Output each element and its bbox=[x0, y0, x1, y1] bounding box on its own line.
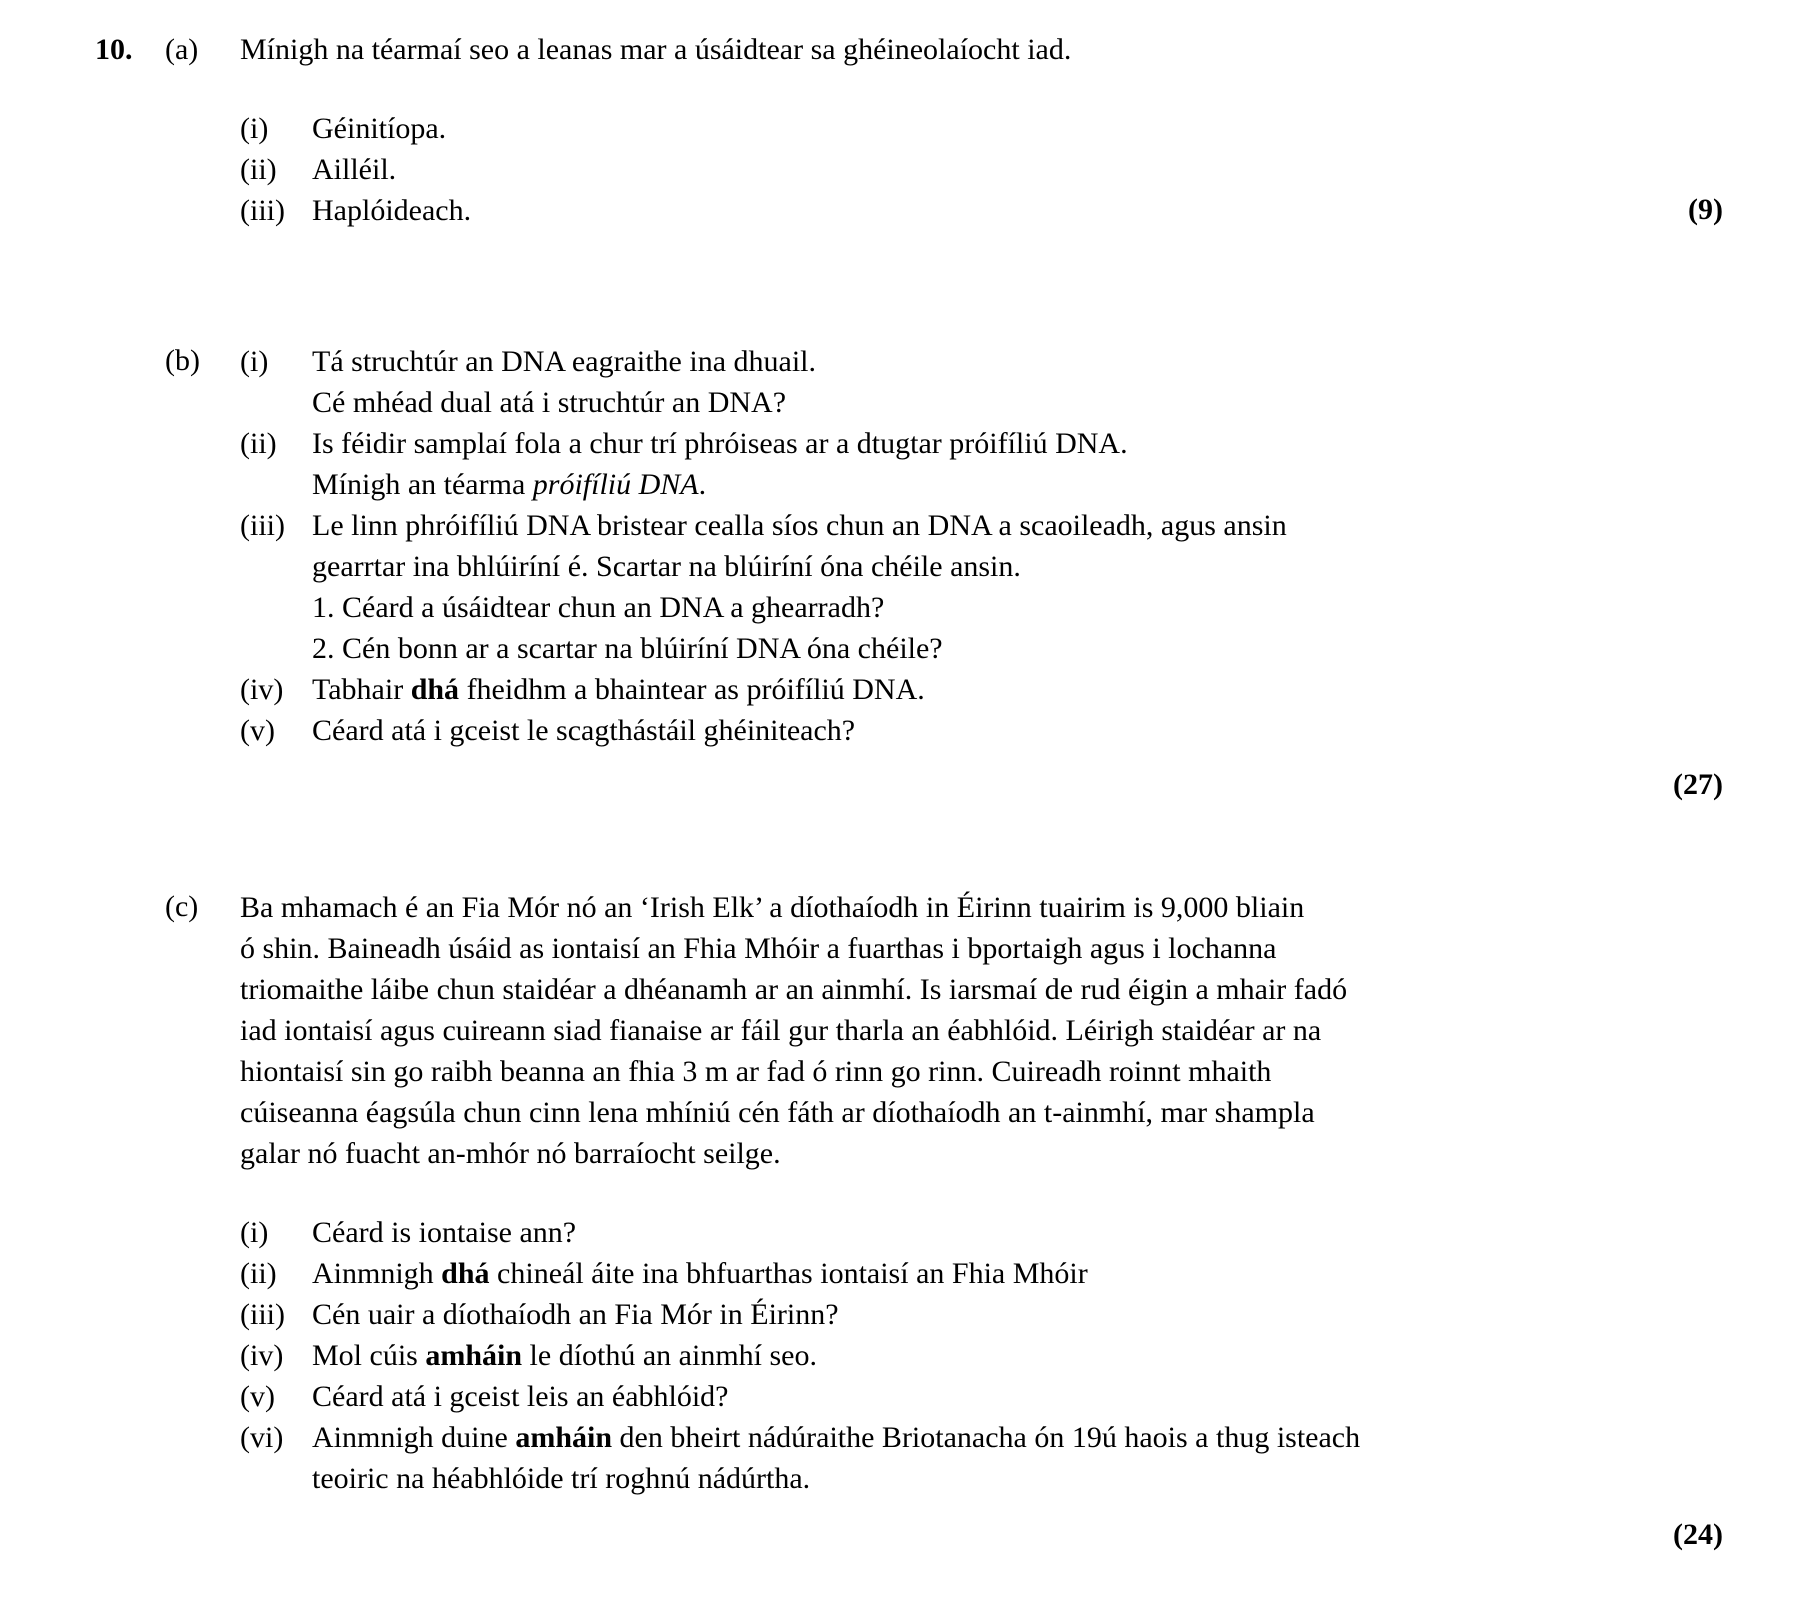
item-text-line2: teoiric na héabhlóide trí roghnú nádúrtha. bbox=[312, 1462, 811, 1495]
item-label: (iii) bbox=[240, 194, 285, 227]
item-text-tail: le díothú an ainmhí seo. bbox=[522, 1339, 817, 1372]
list-item bbox=[240, 505, 1723, 546]
item-label: (i) bbox=[240, 112, 269, 145]
item-text-line2: Cé mhéad dual atá i struchtúr an DNA? bbox=[312, 386, 787, 419]
item-text: Tá struchtúr an DNA eagraithe ina dhuail. bbox=[312, 345, 816, 378]
list-item bbox=[240, 1212, 1723, 1253]
list-item bbox=[240, 423, 1723, 464]
list-item bbox=[240, 1253, 1723, 1294]
paragraph-line: hiontaisí sin go raibh beanna an fhia 3 m ar fad ó rinn go rinn. Cuireadh roinnt mhaith bbox=[240, 1055, 1272, 1088]
marks-total-c: (24) bbox=[1673, 1518, 1723, 1551]
spacer bbox=[240, 751, 1723, 765]
item-label: (v) bbox=[240, 1380, 275, 1413]
paragraph-line: iad iontaisí agus cuireann siad fianaise ar fáil gur tharla an éabhlóid. Léirigh staidéar ar na bbox=[240, 1014, 1322, 1047]
bold-emphasis: dhá bbox=[441, 1257, 490, 1290]
list-item bbox=[240, 190, 1723, 231]
bold-emphasis: amháin bbox=[515, 1421, 613, 1454]
bold-emphasis: dhá bbox=[410, 673, 460, 706]
item-text bbox=[312, 1417, 1723, 1458]
italic-term: próifíliú DNA bbox=[532, 468, 699, 501]
item-text-lead: Ainmnigh duine bbox=[312, 1421, 516, 1454]
item-label: (i) bbox=[240, 345, 269, 378]
item-text: Géinitíopa. bbox=[312, 112, 447, 145]
item-text: Céard is iontaise ann? bbox=[312, 1216, 577, 1249]
part-letter-c: (c) bbox=[165, 890, 199, 923]
list-item bbox=[240, 1417, 1723, 1458]
list-item bbox=[240, 1294, 1723, 1335]
paragraph-line: cúiseanna éagsúla chun cinn lena mhíniú cén fáth ar díothaíodh an t-ainmhí, mar shampla bbox=[240, 1096, 1315, 1129]
paragraph-line: galar nó fuacht an-mhór nó barraíocht seilge. bbox=[240, 1137, 781, 1170]
list-item bbox=[240, 710, 1723, 751]
item-text-lead: Ainmnigh bbox=[312, 1257, 442, 1290]
part-c-item-list bbox=[240, 1212, 1723, 1499]
item-label: (iii) bbox=[240, 509, 285, 542]
numbered-sub-item-2: 2. Cén bonn ar a scartar na blúiríní DNA óna chéile? bbox=[312, 632, 943, 665]
item-text: Céard atá i gceist le scagthástáil ghéiniteach? bbox=[312, 714, 856, 747]
list-item-continuation bbox=[240, 1458, 1723, 1499]
part-a-stem: Mínigh na téarmaí seo a leanas mar a úsáidtear sa ghéineolaíocht iad. bbox=[240, 33, 1072, 66]
bold-emphasis: amháin bbox=[425, 1339, 523, 1372]
item-text: Le linn phróifíliú DNA bristear cealla síos chun an DNA a scaoileadh, agus ansin bbox=[312, 509, 1287, 542]
spacer bbox=[95, 805, 1723, 887]
question-part-c bbox=[95, 887, 1723, 1555]
item-label: (iv) bbox=[240, 1339, 284, 1372]
part-b-item-list bbox=[240, 341, 1723, 751]
part-letter-b: (b) bbox=[165, 344, 200, 377]
marks-total-a: (9) bbox=[1688, 193, 1723, 226]
paragraph-line: Ba mhamach é an Fia Mór nó an ‘Irish Elk’ a díothaíodh in Éirinn tuairim is 9,000 bliain bbox=[240, 891, 1305, 924]
list-item bbox=[240, 1376, 1723, 1417]
list-item-numbered bbox=[240, 628, 1723, 669]
item-text: Cén uair a díothaíodh an Fia Mór in Éirinn? bbox=[312, 1298, 839, 1331]
part-letter-a: (a) bbox=[165, 33, 199, 66]
question-part-b bbox=[95, 341, 1723, 805]
list-item-continuation bbox=[240, 382, 1723, 423]
list-item bbox=[240, 669, 1723, 710]
paragraph-line: ó shin. Baineadh úsáid as iontaisí an Fhia Mhóir a fuarthas i bportaigh agus i lochanna bbox=[240, 932, 1277, 965]
item-label: (iv) bbox=[240, 673, 284, 706]
item-text-lead: Mol cúis bbox=[312, 1339, 426, 1372]
spacer bbox=[95, 231, 1723, 291]
item-label: (v) bbox=[240, 714, 275, 747]
question-part-a bbox=[95, 30, 1723, 231]
item-text bbox=[312, 1253, 1723, 1294]
list-item bbox=[240, 1335, 1723, 1376]
list-item bbox=[240, 341, 1723, 382]
part-a-item-list bbox=[240, 108, 1723, 231]
question-number bbox=[95, 30, 165, 70]
item-text: Ailléil. bbox=[312, 153, 397, 186]
list-item-continuation bbox=[240, 464, 1723, 505]
marks-total-b: (27) bbox=[1673, 768, 1723, 801]
item-label: (i) bbox=[240, 1216, 269, 1249]
paragraph-line: triomaithe láibe chun staidéar a dhéanamh ar an ainmhí. Is iarsmaí de rud éigin a mhair fadó bbox=[240, 973, 1348, 1006]
item-text-tail: den bheirt nádúraithe Briotanacha ón 19ú haois a thug isteach bbox=[612, 1421, 1361, 1454]
spacer bbox=[240, 1174, 1723, 1212]
list-item-continuation bbox=[240, 546, 1723, 587]
item-label: (ii) bbox=[240, 153, 277, 186]
item-text bbox=[312, 669, 1723, 710]
list-item-numbered bbox=[240, 587, 1723, 628]
item-label: (ii) bbox=[240, 1257, 277, 1290]
item-text-lead: Tabhair bbox=[312, 673, 411, 706]
item-text: Céard atá i gceist leis an éabhlóid? bbox=[312, 1380, 729, 1413]
item-text: Is féidir samplaí fola a chur trí phróiseas ar a dtugtar próifíliú DNA. bbox=[312, 427, 1128, 460]
list-item bbox=[240, 149, 1723, 190]
item-text bbox=[312, 1335, 1723, 1376]
question-number-text: 10. bbox=[95, 33, 133, 66]
list-item bbox=[240, 108, 1723, 149]
item-text-line2: gearrtar ina bhlúiríní é. Scartar na blúiríní óna chéile ansin. bbox=[312, 550, 1021, 583]
item-label: (vi) bbox=[240, 1421, 284, 1454]
item-text-lead: Mínigh an téarma bbox=[312, 468, 533, 501]
part-c-paragraph bbox=[240, 887, 1723, 1174]
item-text-tail: . bbox=[698, 468, 707, 501]
numbered-sub-item-1: 1. Céard a úsáidtear chun an DNA a ghearradh? bbox=[312, 591, 885, 624]
item-label: (iii) bbox=[240, 1298, 285, 1331]
item-text-tail: fheidhm a bhaintear as próifíliú DNA. bbox=[459, 673, 925, 706]
item-text-line2 bbox=[312, 464, 1723, 505]
spacer bbox=[95, 291, 1723, 341]
item-text-tail: chineál áite ina bhfuarthas iontaisí an Fhia Mhóir bbox=[489, 1257, 1088, 1290]
spacer bbox=[240, 1499, 1723, 1515]
item-text: Haplóideach. bbox=[312, 194, 472, 227]
item-label: (ii) bbox=[240, 427, 277, 460]
